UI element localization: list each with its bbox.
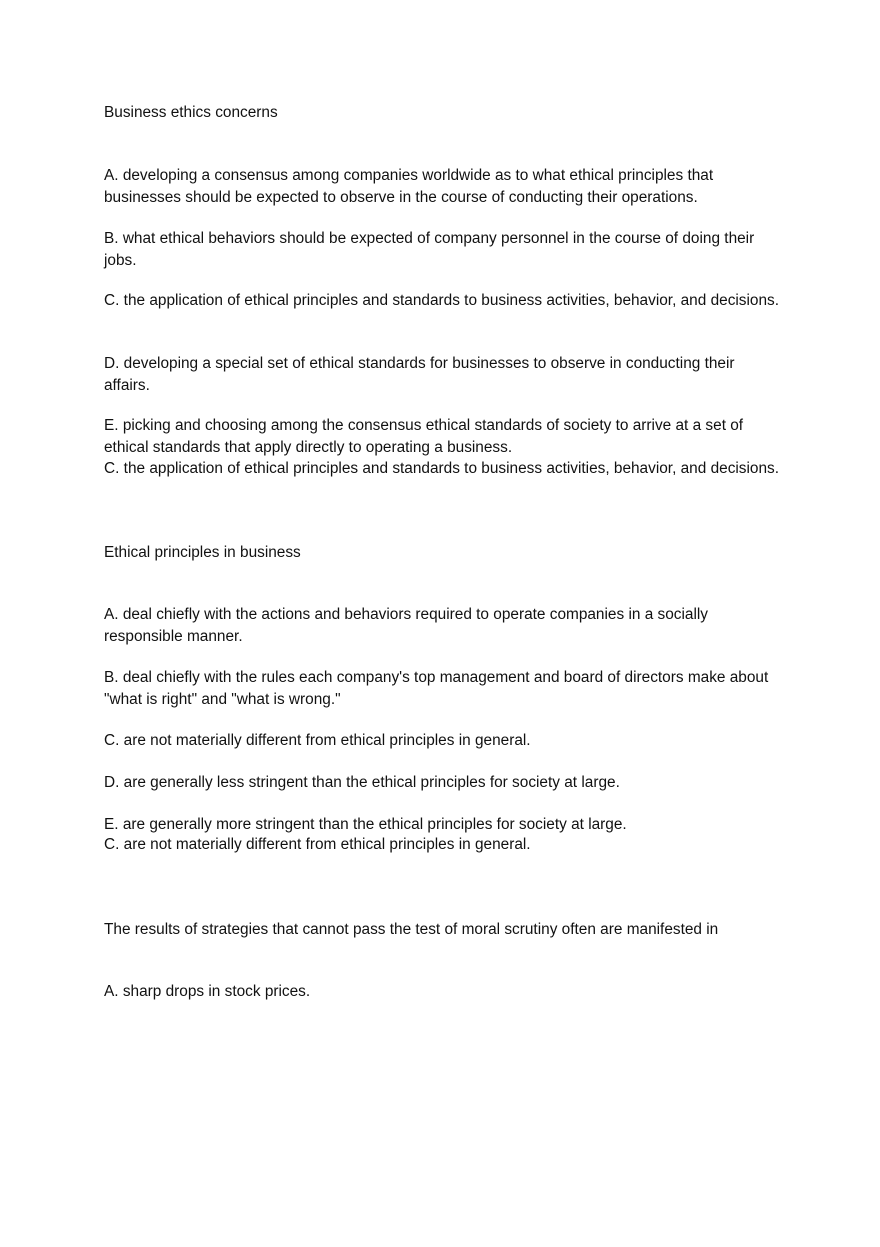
question-3-option-a: A. sharp drops in stock prices. (104, 983, 311, 1000)
question-2-option-d: D. are generally less stringent than the ethical principles for society at large. (104, 774, 620, 791)
question-2-prompt: Ethical principles in business (104, 544, 301, 561)
question-3-prompt: The results of strategies that cannot pass the test of moral scrutiny often are manifested in (104, 921, 719, 938)
question-1-answer: C. the application of ethical principles and standards to business activities, behavior, and decisions. (104, 460, 780, 477)
question-2-option-e: E. are generally more stringent than the ethical principles for society at large. (104, 816, 627, 833)
question-2-option-c: C. are not materially different from ethical principles in general. (104, 732, 531, 749)
question-1-option-c: C. the application of ethical principles and standards to business activities, behavior, and decisions. (104, 292, 780, 309)
question-1-prompt: Business ethics concerns (104, 104, 278, 121)
question-2-answer: C. are not materially different from ethical principles in general. (104, 836, 531, 853)
question-1-option-d: D. developing a special set of ethical standards for businesses to observe in conducting their affairs. (104, 355, 735, 394)
question-1-option-b: B. what ethical behaviors should be expected of company personnel in the course of doing their jobs. (104, 230, 755, 269)
question-1-option-e: E. picking and choosing among the consensus ethical standards of society to arrive at a set of ethical standards that apply directly to operating a business. (104, 417, 744, 456)
question-2-option-b: B. deal chiefly with the rules each company's top management and board of directors make about "what is right" and "what is wrong." (104, 669, 769, 708)
question-2-option-a: A. deal chiefly with the actions and behaviors required to operate companies in a socially responsible manner. (104, 606, 708, 645)
question-1-option-a: A. developing a consensus among companies worldwide as to what ethical principles that businesses should be expected to observe in the course of conducting their operations. (104, 167, 714, 206)
